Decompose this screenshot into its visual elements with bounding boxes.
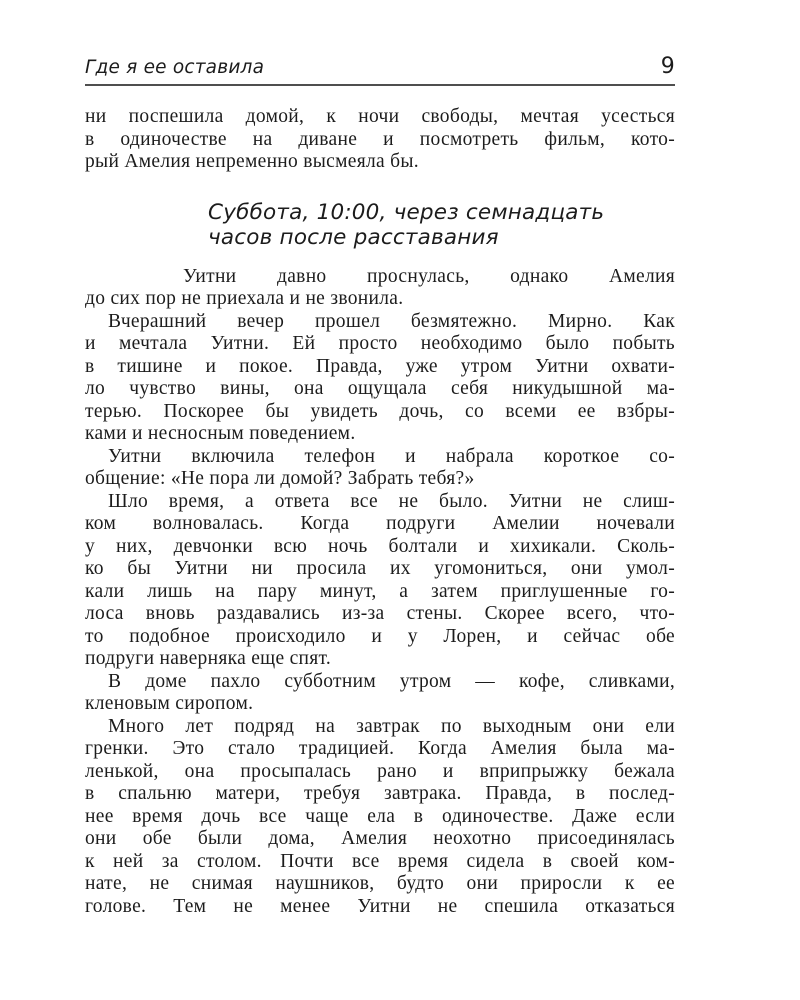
text-line: кали лишь на пару минут, а затем приглушенные го- [85, 580, 675, 602]
text-line: в тишине и покое. Правда, уже утром Уитни охвати- [85, 355, 675, 377]
text-line: в спальню матери, требуя завтрака. Правда, в послед- [85, 783, 675, 804]
text-line: нее время дочь все чаще ела в одиночестве. Даже если [85, 805, 675, 827]
text-line: ко бы Уитни ни просила их угомониться, они умол- [85, 558, 675, 579]
page-text [85, 106, 675, 918]
body-paragraph [85, 106, 675, 174]
text-line: ками и несносным поведением. [85, 423, 356, 444]
text-line: терью. Поскорее бы увидеть дочь, со всеми ее взбры- [85, 400, 675, 422]
text-line: гренки. Это стало традицией. Когда Амелия была ма- [85, 738, 675, 759]
body-paragraph [85, 491, 675, 671]
body-paragraph [85, 311, 675, 446]
text-line: у них, девчонки всю ночь болтали и хихикали. Сколь- [85, 535, 675, 557]
text-line: ни поспешила домой, к ночи свободы, мечтая усесться [85, 106, 675, 127]
text-line: то подобное происходило и у Лорен, и сейчас обе [85, 625, 675, 647]
text-line: рый Амелия непременно высмеяла бы. [85, 151, 419, 172]
body-paragraph [85, 716, 675, 919]
text-line: ло чувство вины, она ощущала себя никудышной ма- [85, 378, 675, 399]
text-line: к ней за столом. Почти все время сидела в своей ком- [85, 850, 675, 872]
text-line: Вчерашний вечер прошел безмятежно. Мирно. Как [108, 310, 675, 332]
text-line: кленовым сиропом. [85, 693, 254, 714]
text-line: ком волновалась. Когда подруги Амелии ночевали [85, 513, 675, 534]
page-header [85, 54, 675, 79]
section-heading [208, 200, 675, 250]
text-line: они обе были дома, Амелия неохотно присоединялась [85, 828, 675, 849]
header-rule [85, 84, 675, 86]
text-line: нате, не снимая наушников, будто они приросли к ее [85, 873, 675, 894]
body-paragraph [85, 446, 675, 491]
body-paragraph [85, 671, 675, 716]
text-line: общение: «Не пора ли домой? Забрать тебя?» [85, 468, 475, 489]
text-line: В доме пахло субботним утром — кофе, сливками, [108, 670, 675, 692]
heading-line: часов после расставания [208, 224, 499, 250]
running-title: Где я ее оставила [85, 57, 265, 78]
text-line: Уитни включила телефон и набрала короткое со- [108, 445, 675, 467]
text-line: в одиночестве на диване и посмотреть фильм, кото- [85, 128, 675, 150]
text-line: подруги наверняка еще спят. [85, 648, 332, 669]
heading-line: Суббота, 10:00, через семнадцать [208, 199, 605, 225]
text-line: до сих пор не приехала и не звонила. [85, 288, 404, 309]
body-paragraph [85, 266, 675, 311]
text-line: голове. Тем не менее Уитни не спешила отказаться [85, 895, 675, 917]
text-line: лоса вновь раздавались из-за стены. Скорее всего, что- [85, 603, 675, 624]
text-line: и мечтала Уитни. Ей просто необходимо было побыть [85, 333, 675, 354]
text-line: ленькой, она просыпалась рано и вприпрыжку бежала [85, 760, 675, 782]
page-number: 9 [660, 54, 675, 79]
text-line: Много лет подряд на завтрак по выходным они ели [108, 715, 675, 737]
text-line: Уитни давно проснулась, однако Амелия [183, 265, 675, 287]
text-line: Шло время, а ответа все не было. Уитни не слиш- [108, 490, 675, 512]
